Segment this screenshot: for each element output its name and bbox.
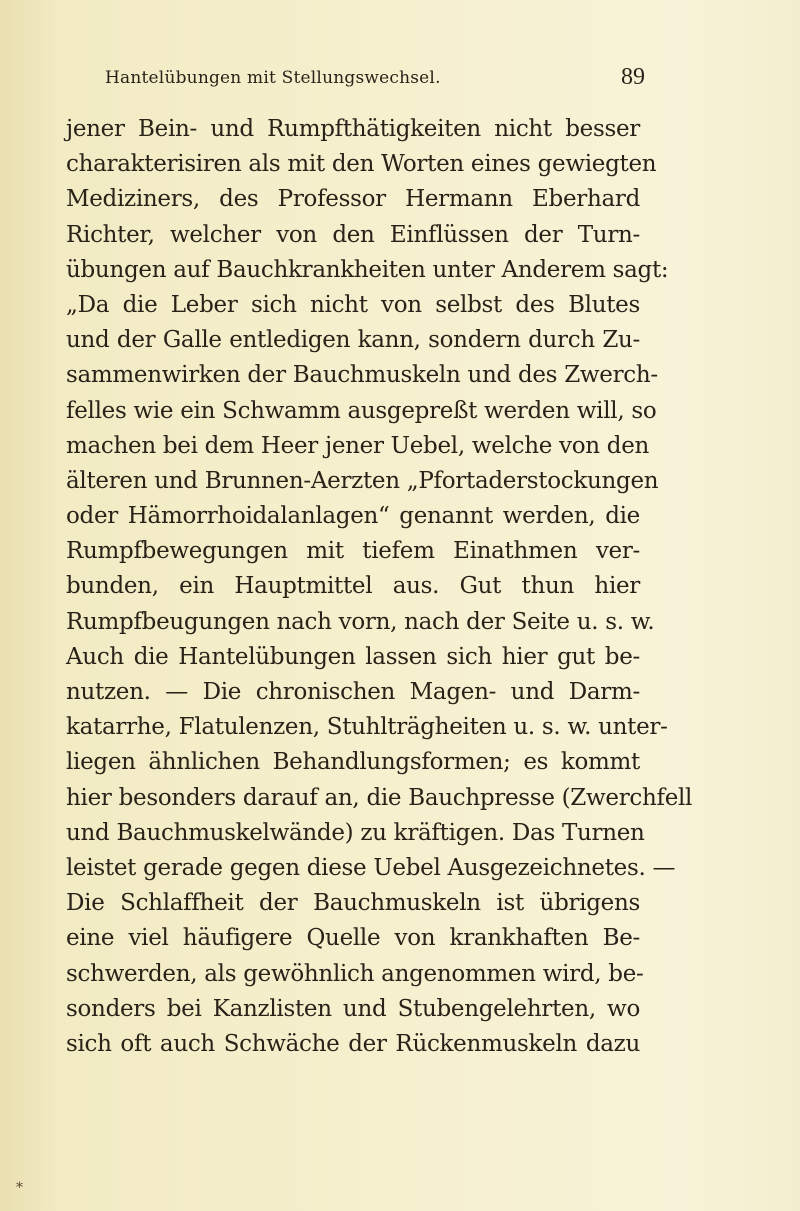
text-line: nutzen. — Die chronischen Magen- und Darm- (66, 679, 640, 705)
text-line: katarrhe, Flatulenzen, Stuhlträgheiten u. s. w. unter- (66, 714, 668, 741)
text-line: übungen auf Bauchkrankheiten unter Anderem sagt: (66, 256, 669, 283)
text-line: sammenwirken der Bauchmuskeln und des Zwerch- (66, 362, 658, 389)
text-line: und Bauchmuskelwände) zu kräftigen. Das Turnen (66, 819, 645, 846)
text-line: Richter, welcher von den Einflüssen der Turn- (66, 221, 640, 248)
text-line: leistet gerade gegen diese Uebel Ausgezeichnetes. — (66, 854, 676, 881)
text-line: und der Galle entledigen kann, sondern durch Zu- (66, 327, 640, 354)
text-line: eine viel häufigere Quelle von krankhaften Be- (66, 925, 640, 952)
text-line: liegen ähnlichen Behandlungsformen; es kommt (66, 749, 640, 776)
text-line: Rumpfbeugungen nach vorn, nach der Seite u. s. w. (66, 608, 655, 635)
text-line: oder Hämorrhoidalanlagen“ genannt werden, die (66, 503, 640, 530)
page-header (105, 64, 645, 94)
page-number: 89 (621, 64, 645, 90)
text-line: sonders bei Kanzlisten und Stubengelehrten, wo (66, 995, 640, 1022)
text-line: älteren und Brunnen-Aerzten „Pfortaderstockungen (66, 467, 659, 494)
text-line: machen bei dem Heer jener Uebel, welche von den (66, 432, 650, 459)
text-line: Rumpfbewegungen mit tiefem Einathmen ver- (66, 538, 640, 565)
text-line: hier besonders darauf an, die Bauchpresse (Zwerchfell (66, 784, 693, 811)
text-line: „Da die Leber sich nicht von selbst des Blutes (66, 291, 640, 318)
text-line: charakterisiren als mit den Worten eines gewiegten (66, 151, 657, 178)
text-line: Die Schlaffheit der Bauchmuskeln ist übrigens (66, 890, 640, 917)
text-line: schwerden, als gewöhnlich angenommen wird, be- (66, 960, 644, 987)
printer-mark: * (16, 1180, 23, 1196)
text-line: Auch die Hantelübungen lassen sich hier gut be- (66, 643, 640, 670)
text-line: felles wie ein Schwamm ausgepreßt werden will, so (66, 397, 657, 424)
body-text (66, 112, 693, 1062)
text-line: sich oft auch Schwäche der Rückenmuskeln dazu (66, 1030, 640, 1057)
text-line: Mediziners, des Professor Hermann Eberhard (66, 186, 640, 213)
text-line: jener Bein- und Rumpfthätigkeiten nicht besser (66, 116, 640, 142)
running-title: Hantelübungen mit Stellungswechsel. (105, 68, 441, 88)
text-line: bunden, ein Hauptmittel aus. Gut thun hier (66, 573, 640, 600)
